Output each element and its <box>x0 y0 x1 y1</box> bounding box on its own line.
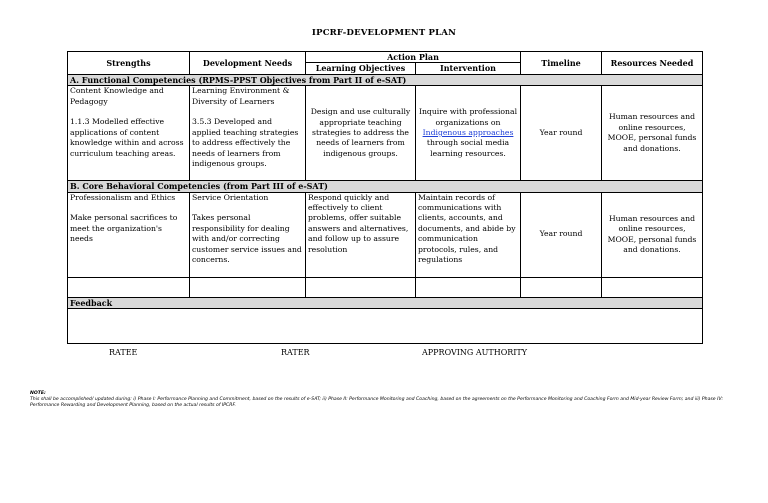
note-text: This shall be accomplished/ updated during: i) Phase I: Performance Planning and Commitment, based on the results of e-SAT; ii) Phase II: Performance Monitoring and Coaching, based on the agreements on the Performance Monitoring and Coaching Form and Mid-year Review Form; and iii) Phase IV: Performance Rewarding and Development Planning, based on the actual results of IPCRF. <box>30 397 724 408</box>
empty-cell <box>68 277 190 297</box>
ratee-label: RATEE <box>109 348 138 357</box>
section-a-strengths: Content Knowledge and Pedagogy 1.1.3 Modelled effective applications of content knowledge within and across curriculum teaching areas. <box>68 86 190 181</box>
section-b-development-needs: Service Orientation Takes personal responsibility for dealing with and/or correcting customer service issues and concerns. <box>190 192 306 277</box>
header-timeline: Timeline <box>521 52 602 75</box>
note-label: NOTE: <box>30 391 46 396</box>
header-strengths: Strengths <box>68 52 190 75</box>
page-title: IPCRF-DEVELOPMENT PLAN <box>311 28 457 38</box>
intervention-text-before: Inquire with professional organizations on <box>418 107 518 127</box>
empty-cell <box>602 277 703 297</box>
section-a-development-needs: Learning Environment & Diversity of Learners 3.5.3 Developed and applied teaching strategies to address effectively the needs of learners from indigenous groups. <box>190 86 306 181</box>
empty-cell <box>190 277 306 297</box>
approving-authority-label: APPROVING AUTHORITY <box>422 348 528 357</box>
header-development-needs: Development Needs <box>190 52 306 75</box>
section-b-timeline: Year round <box>521 192 602 277</box>
empty-cell <box>521 277 602 297</box>
empty-cell <box>416 277 521 297</box>
section-a-learning-objectives: Design and use culturally appropriate teaching strategies to address the needs of learners from indigenous groups. <box>306 86 416 181</box>
section-a-timeline: Year round <box>521 86 602 181</box>
indigenous-approaches-link[interactable]: Indigenous approaches <box>422 128 514 138</box>
section-a-resources: Human resources and online resources, MOOE, personal funds and donations. <box>602 86 703 181</box>
header-intervention: Intervention <box>416 63 521 74</box>
feedback-heading: Feedback <box>68 297 703 308</box>
intervention-text-after: through social media learning resources. <box>426 138 510 158</box>
header-action-plan: Action Plan <box>306 52 521 63</box>
section-b-intervention: Maintain records of communications with clients, accounts, and documents, and abide by communication protocols, rules, and regulations <box>416 192 521 277</box>
section-a-heading: A. Functional Competencies (RPMS-PPST Objectives from Part II of e-SAT) <box>68 74 703 85</box>
rater-label: RATER <box>281 348 310 357</box>
section-a-intervention <box>416 86 521 181</box>
footnote <box>30 391 740 409</box>
header-resources-needed: Resources Needed <box>602 52 703 75</box>
header-learning-objectives: Learning Objectives <box>306 63 416 74</box>
empty-cell <box>306 277 416 297</box>
section-b-heading: B. Core Behavioral Competencies (from Part III of e-SAT) <box>68 181 703 192</box>
section-b-resources: Human resources and online resources, MOOE, personal funds and donations. <box>602 192 703 277</box>
development-plan-table <box>67 51 703 344</box>
feedback-area[interactable] <box>68 309 703 344</box>
section-b-strengths: Professionalism and Ethics Make personal sacrifices to meet the organization's needs <box>68 192 190 277</box>
section-b-learning-objectives: Respond quickly and effectively to client problems, offer suitable answers and alternatives, and follow up to assure resolution <box>306 192 416 277</box>
